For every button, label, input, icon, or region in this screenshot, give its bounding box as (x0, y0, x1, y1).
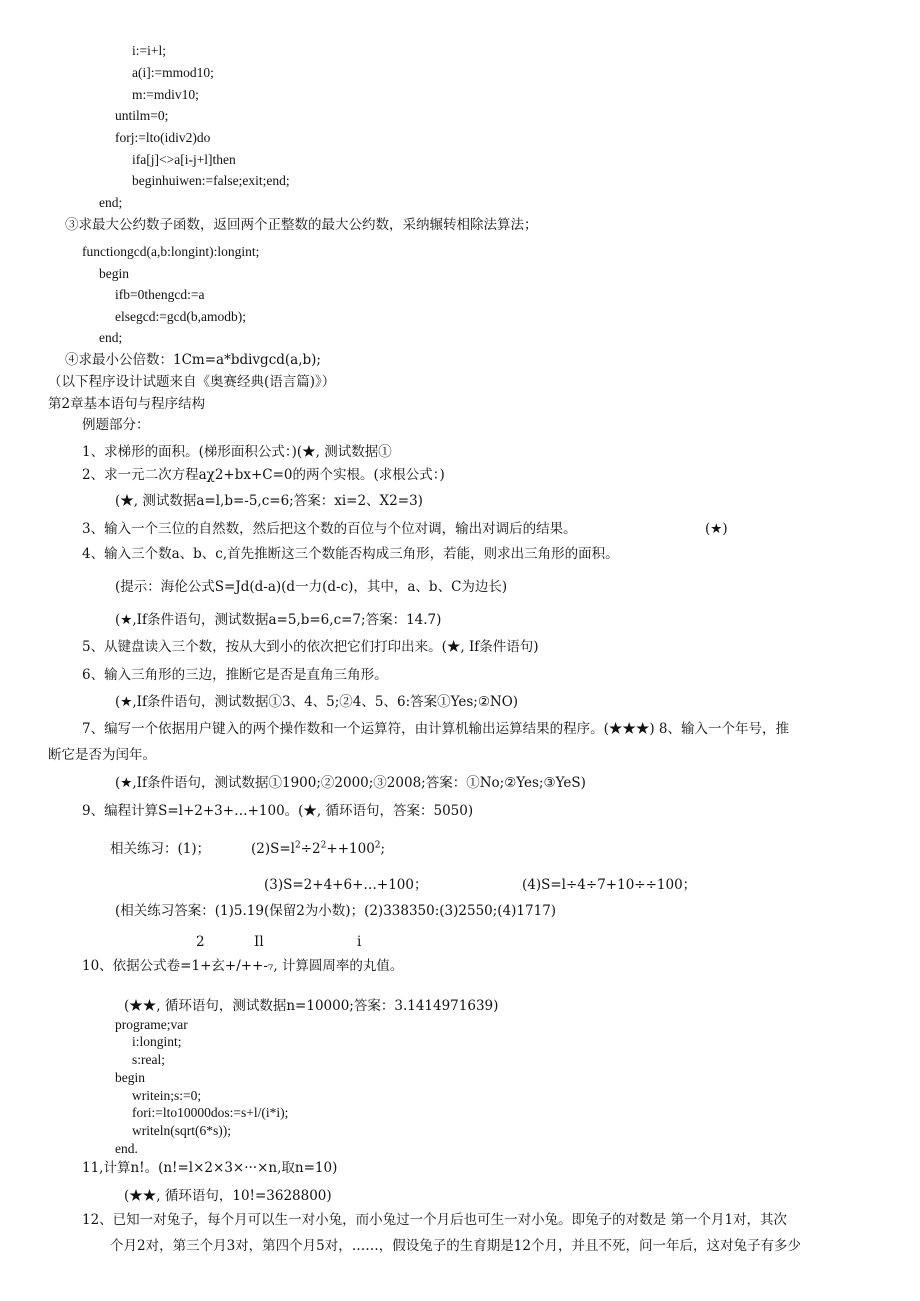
code-line: writeln(sqrt(6*s)); (132, 1123, 231, 1138)
code-line: end; (99, 195, 123, 210)
code-line: i:longint; (132, 1034, 182, 1049)
question-10: 10、依据公式卷=1+玄+/++-₇, 计算圆周率的丸值。 (82, 958, 404, 974)
exercise-label: 相关练习：(1)； (110, 841, 211, 857)
code-line: end; (99, 330, 123, 345)
section-label: 例题部分： (82, 417, 150, 433)
code-line: ifb=0thengcd:=a (115, 287, 205, 302)
formula-fragment: i (357, 934, 362, 950)
source-note: （以下程序设计试题来自《奥赛经典(语言篇)》） (48, 374, 336, 390)
code-line: fori:=lto10000dos:=s+l/(i*i); (132, 1105, 289, 1120)
question-1: 1、求梯形的面积。(梯形面积公式：)(★, 测试数据① (82, 444, 392, 460)
question-5: 5、从键盘读入三个数，按从大到小的依次把它们打印出来。(★, If条件语句) (82, 639, 539, 655)
code-line: end. (115, 1141, 138, 1156)
question-3-difficulty: (★) (705, 521, 728, 537)
question-2: 2、求一元二次方程aχ2+bx+C=0的两个实根。(求根公式：) (82, 467, 445, 483)
lcm-line: ④求最小公倍数：1Cm=a*bdivgcd(a,b); (65, 352, 321, 368)
question-9: 9、编程计算S=l+2+3+…+100。(★, 循环语句，答案：5050) (82, 803, 474, 819)
exercise-answers: (相关练习答案：(1)5.19(保留2为小数)；(2)338350:(3)2550;(4)1717) (115, 903, 557, 919)
exercise-3: (3)S=2+4+6+…+100； (264, 877, 428, 893)
question-11: 11,计算n!。(n!=l×2×3×···×n,取n=10) (82, 1160, 338, 1176)
question-6: 6、输入三角形的三边，推断它是否是直角三角形。 (82, 667, 388, 683)
code-line: forj:=lto(idiv2)do (115, 130, 211, 145)
code-line: elsegcd:=gcd(b,amodb); (115, 309, 246, 324)
question-2-hint: (★, 测试数据a=l,b=-5,c=6;答案：xi=2、X2=3) (115, 493, 423, 509)
code-line: a(i]:=mmod10; (132, 65, 214, 80)
chapter-title: 第2章基本语句与程序结构 (48, 396, 206, 412)
question-7: 7、编写一个依据用户键入的两个操作数和一个运算符，由计算机输出运算结果的程序。(★★★) 8、输入一个年号，推 (82, 721, 790, 737)
code-line: m:=mdiv10; (132, 87, 199, 102)
exercise-2: $(2)S=l^2\div 2^2++100^2$; (251, 840, 386, 857)
gcd-intro: ③求最大公约数子函数，返回两个正整数的最大公约数，采纳辗转相除法算法； (65, 217, 538, 233)
code-line: beginhuiwen:=false;exit;end; (132, 173, 290, 188)
code-line: untilm=0; (115, 108, 169, 123)
question-6-data: (★,If条件语句，测试数据①3、4、5;②4、5、6:答案①Yes;②NO) (115, 694, 519, 710)
question-12: 12、已知一对兔子，每个月可以生一对小兔，而小兔过一个月后也可生一对小兔。即兔子的对数是 第一个月1对，其次 (82, 1212, 788, 1228)
question-10-data: (★★, 循环语句，测试数据n=10000;答案：3.1414971639) (124, 998, 499, 1014)
question-4-data: (★,If条件语句，测试数据a=5,b=6,c=7;答案：14.7) (115, 612, 442, 628)
code-line: s:real; (132, 1052, 165, 1067)
question-8: 断它是否为闰年。 (48, 747, 156, 763)
question-12-continued: 个月2对，第三个月3对，第四个月5对，……，假设兔子的生育期是12个月，并且不死，问一年后，这对兔子有多少 (110, 1238, 801, 1254)
exercise-4: (4)S=l÷4÷7+10÷÷100； (522, 877, 697, 893)
formula-fragment: 2 (196, 934, 205, 950)
code-line: i:=i+l; (132, 43, 166, 58)
formula-fragment: Il (254, 934, 264, 950)
question-8-data: (★,If条件语句，测试数据①1900;②2000;③2008;答案：①No;②Yes;③YeS) (115, 775, 586, 791)
question-3: 3、输入一个三位的自然数，然后把这个数的百位与个位对调，输出对调后的结果。 (82, 521, 577, 537)
question-4: 4、输入三个数a、b、c,首先推断这三个数能否构成三角形，若能，则求出三角形的面积。 (82, 546, 619, 562)
code-line: ifa[j]<>a[i-j+l]then (132, 152, 236, 167)
code-line: functiongcd(a,b:longint):longint; (82, 244, 260, 259)
question-4-hint: (提示：海伦公式S=Jd(d-a)(d一力(d-c)，其中，a、b、C为边长) (115, 579, 508, 595)
code-line: programe;var (115, 1017, 188, 1032)
code-line: begin (115, 1070, 145, 1085)
code-line: writein;s:=0; (132, 1088, 202, 1103)
code-line: begin (99, 266, 129, 281)
question-11-data: (★★, 循环语句，10!=3628800) (124, 1188, 332, 1204)
